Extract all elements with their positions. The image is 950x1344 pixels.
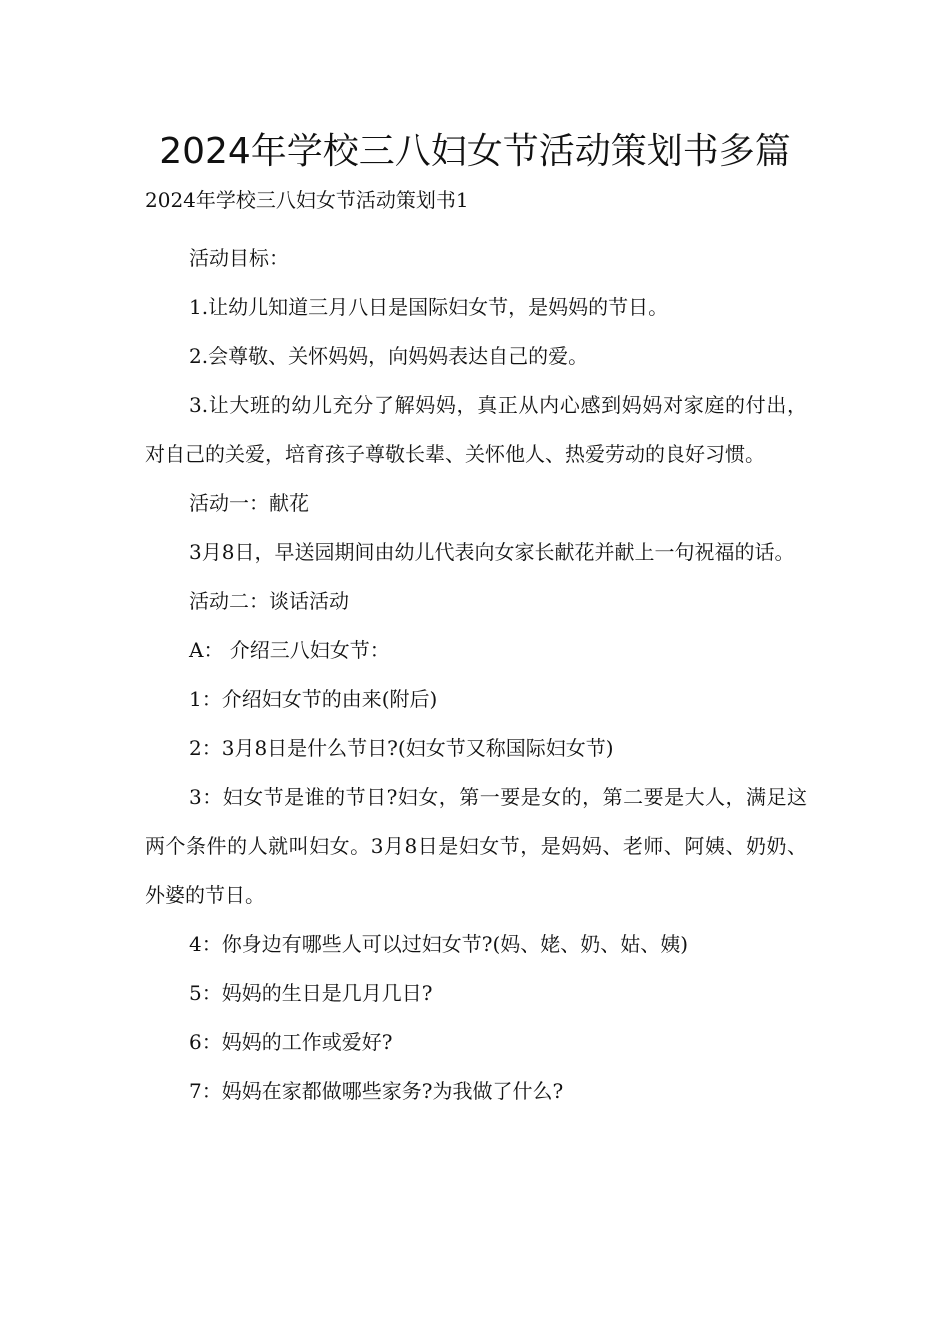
paragraph-item-3: 3：妇女节是谁的节日?妇女，第一要是女的，第二要是大人，满足这两个条件的人就叫妇女。3月8日是妇女节，是妈妈、老师、阿姨、奶奶、外婆的节日。 <box>145 785 807 907</box>
paragraph-goals-heading: 活动目标： <box>189 246 289 270</box>
paragraph-item-7: 7：妈妈在家都做哪些家务?为我做了什么? <box>189 1079 564 1103</box>
paragraph-goal-1: 1.让幼儿知道三月八日是国际妇女节，是妈妈的节日。 <box>189 295 669 319</box>
paragraph-goal-3: 3.让大班的幼儿充分了解妈妈，真正从内心感到妈妈对家庭的付出，对自己的关爱，培育孩子尊敬长辈、关怀他人、热爱劳动的良好习惯。 <box>145 393 807 466</box>
paragraph-item-5: 5：妈妈的生日是几月几日? <box>189 981 433 1005</box>
document-body <box>145 234 807 1116</box>
paragraph-activity-1-text: 3月8日，早送园期间由幼儿代表向女家长献花并献上一句祝福的话。 <box>189 540 795 564</box>
paragraph-item-1: 1：介绍妇女节的由来(附后) <box>189 687 438 711</box>
section-heading: 2024年学校三八妇女节活动策划书1 <box>145 188 469 212</box>
paragraph-item-6: 6：妈妈的工作或爱好? <box>189 1030 393 1054</box>
paragraph-section-a: A： 介绍三八妇女节： <box>189 638 390 662</box>
paragraph-item-2: 2：3月8日是什么节日?(妇女节又称国际妇女节) <box>189 736 614 760</box>
document-title: 2024年学校三八妇女节活动策划书多篇 <box>159 131 791 172</box>
paragraph-goal-2: 2.会尊敬、关怀妈妈，向妈妈表达自己的爱。 <box>189 344 589 368</box>
paragraph-activity-2-heading: 活动二：谈话活动 <box>189 589 349 613</box>
paragraph-activity-1-heading: 活动一：献花 <box>189 491 309 515</box>
paragraph-item-4: 4：你身边有哪些人可以过妇女节?(妈、姥、奶、姑、姨) <box>189 932 689 956</box>
